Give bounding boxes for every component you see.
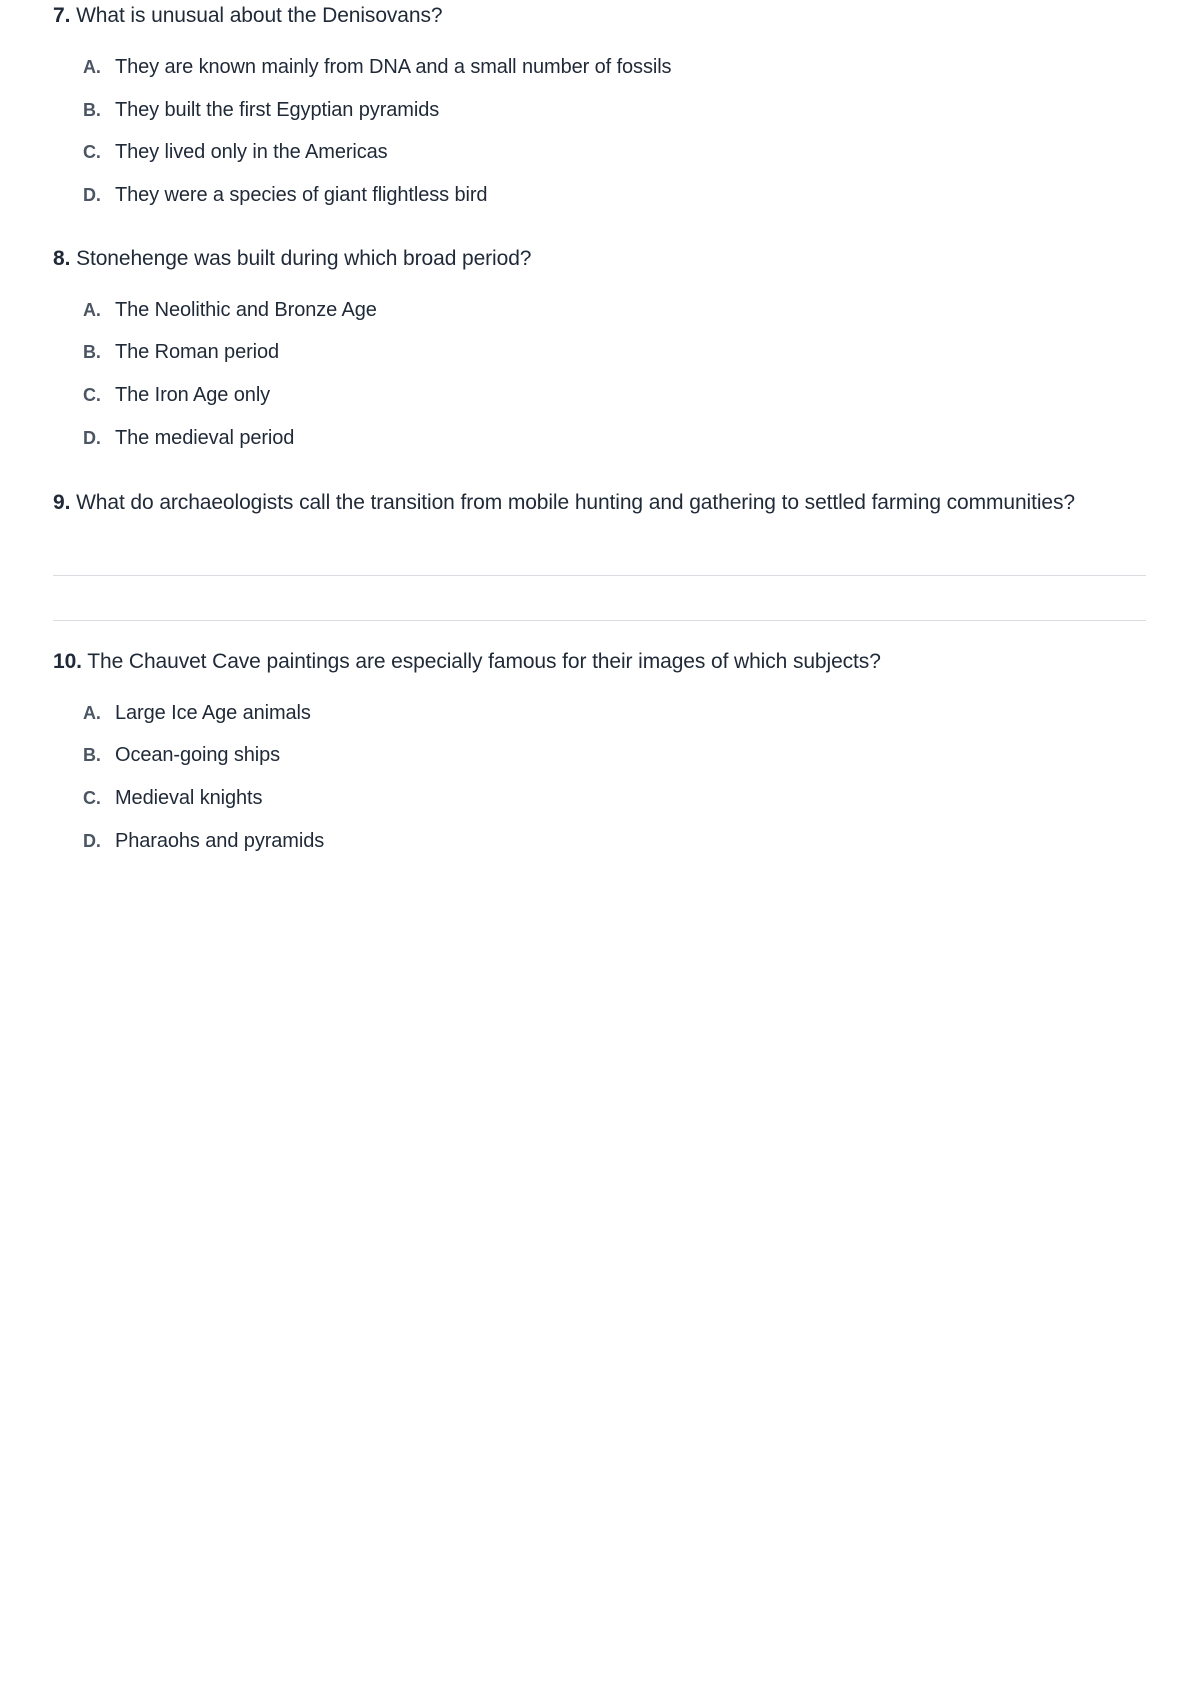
question-prompt: The Chauvet Cave paintings are especially famous for their images of which subjects? bbox=[87, 650, 881, 673]
option-d[interactable] bbox=[83, 182, 487, 208]
question-8 bbox=[53, 245, 1146, 449]
question-number: 8. bbox=[53, 247, 71, 270]
option-b[interactable] bbox=[83, 742, 280, 768]
option-letter: C. bbox=[83, 385, 101, 405]
question-text bbox=[53, 648, 1146, 676]
option-label: Medieval knights bbox=[115, 787, 263, 809]
option-letter: D. bbox=[83, 428, 101, 448]
question-prompt: Stonehenge was built during which broad period? bbox=[76, 247, 532, 270]
option-letter: A. bbox=[83, 703, 101, 723]
option-c[interactable] bbox=[83, 139, 388, 165]
option-label: They built the first Egyptian pyramids bbox=[115, 99, 440, 121]
option-letter: B. bbox=[83, 100, 101, 120]
answer-line[interactable] bbox=[53, 620, 1146, 621]
option-a[interactable] bbox=[83, 700, 311, 726]
option-label: The Roman period bbox=[115, 341, 280, 363]
question-10 bbox=[53, 648, 1146, 852]
question-prompt: What do archaeologists call the transition from mobile hunting and gathering to settled farming communities? bbox=[76, 491, 1075, 514]
option-letter: C. bbox=[83, 142, 101, 162]
option-d[interactable] bbox=[83, 425, 294, 451]
question-text bbox=[53, 489, 1146, 517]
option-label: The Iron Age only bbox=[115, 384, 271, 406]
option-letter: A. bbox=[83, 57, 101, 77]
question-9 bbox=[53, 489, 1146, 517]
option-letter: A. bbox=[83, 300, 101, 320]
option-letter: C. bbox=[83, 788, 101, 808]
option-letter: B. bbox=[83, 342, 101, 362]
question-7 bbox=[53, 2, 1146, 206]
answer-line[interactable] bbox=[53, 575, 1146, 576]
question-text bbox=[53, 2, 1146, 30]
option-label: The medieval period bbox=[115, 427, 295, 449]
option-letter: D. bbox=[83, 185, 101, 205]
question-number: 10. bbox=[53, 650, 82, 673]
option-label: Ocean-going ships bbox=[115, 744, 281, 766]
option-label: They were a species of giant flightless bird bbox=[115, 184, 488, 206]
option-letter: B. bbox=[83, 745, 101, 765]
option-label: They are known mainly from DNA and a small number of fossils bbox=[115, 56, 672, 78]
option-label: Large Ice Age animals bbox=[115, 702, 311, 724]
option-b[interactable] bbox=[83, 339, 279, 365]
option-label: The Neolithic and Bronze Age bbox=[115, 299, 377, 321]
option-label: They lived only in the Americas bbox=[115, 141, 388, 163]
option-letter: D. bbox=[83, 831, 101, 851]
option-d[interactable] bbox=[83, 828, 324, 854]
question-number: 7. bbox=[53, 4, 71, 27]
option-b[interactable] bbox=[83, 97, 439, 123]
option-a[interactable] bbox=[83, 297, 377, 323]
question-prompt: What is unusual about the Denisovans? bbox=[76, 4, 443, 27]
option-c[interactable] bbox=[83, 382, 270, 408]
option-c[interactable] bbox=[83, 785, 262, 811]
option-a[interactable] bbox=[83, 54, 671, 80]
option-label: Pharaohs and pyramids bbox=[115, 830, 325, 852]
question-text bbox=[53, 245, 1146, 273]
question-number: 9. bbox=[53, 491, 71, 514]
